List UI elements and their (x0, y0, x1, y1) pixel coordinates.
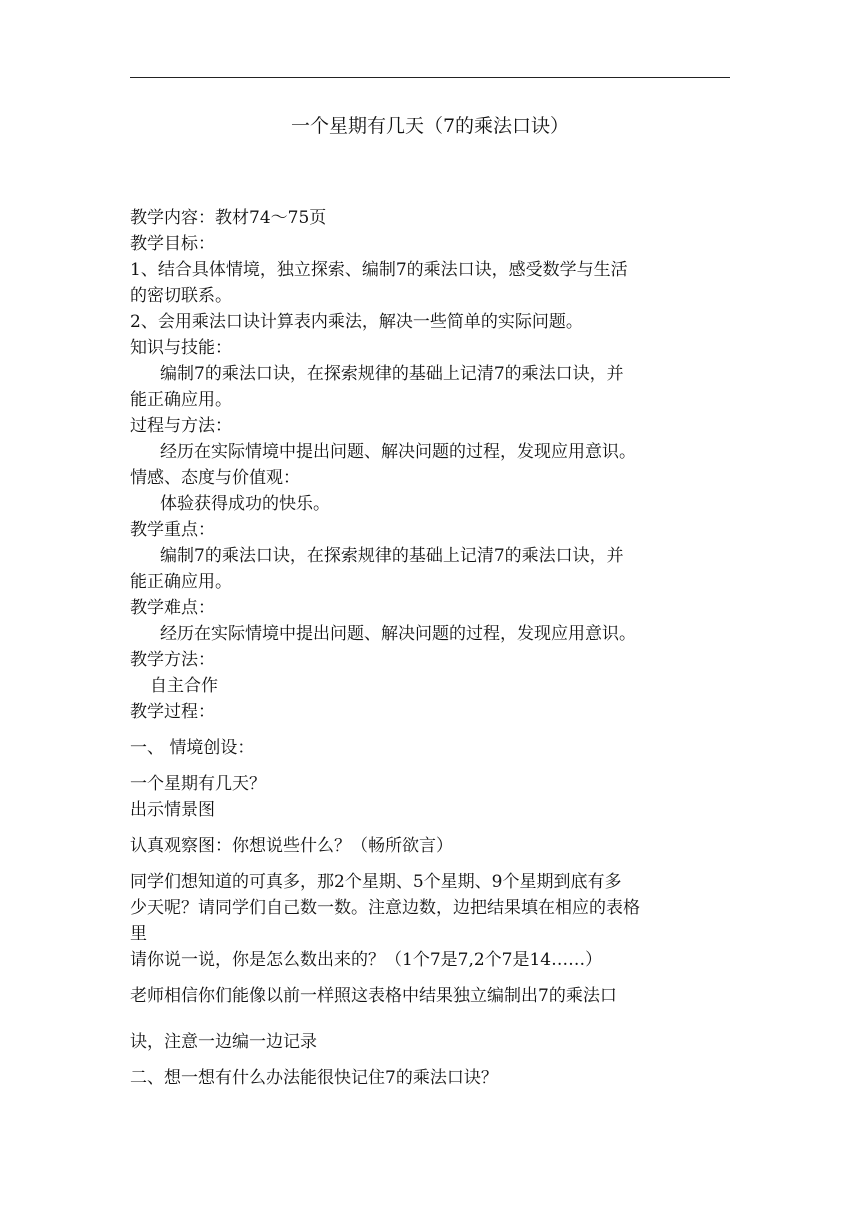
knowledge-skills-line-1: 编制7的乘法口诀，在探索规律的基础上记清7的乘法口诀，并 (160, 364, 624, 384)
key-points-heading: 教学重点： (130, 520, 215, 540)
knowledge-skills-heading: 知识与技能： (130, 338, 232, 358)
process-method-text: 经历在实际情境中提出问题、解决问题的过程，发现应用意识。 (160, 442, 636, 462)
teaching-goals-heading: 教学目标： (130, 234, 215, 254)
process-count-line-3: 里 (130, 924, 147, 944)
process-count-line-1: 同学们想知道的可真多，那2个星期、5个星期、9个星期到底有多 (130, 872, 622, 892)
process-count-line-2: 少天呢？请同学们自己数一数。注意边数，边把结果填在相应的表格 (130, 898, 640, 918)
teaching-method-heading: 教学方法： (130, 650, 215, 670)
knowledge-skills-line-2: 能正确应用。 (130, 390, 232, 410)
key-points-line-1: 编制7的乘法口诀，在探索规律的基础上记清7的乘法口诀，并 (160, 546, 624, 566)
goal-2: 2、会用乘法口诀计算表内乘法，解决一些简单的实际问题。 (130, 312, 583, 332)
section-2-heading: 二、想一想有什么办法能很快记住7的乘法口诀？ (130, 1068, 498, 1088)
process-compile-line-1: 老师相信你们能像以前一样照这表格中结果独立编制出7的乘法口 (130, 986, 617, 1006)
emotion-attitude-heading: 情感、态度与价值观： (130, 468, 300, 488)
teaching-method-text: 自主合作 (150, 676, 218, 696)
process-compile-line-2: 诀，注意一边编一边记录 (130, 1032, 317, 1052)
process-explain: 请你说一说，你是怎么数出来的？（1个7是7,2个7是14……） (130, 950, 603, 970)
process-observe: 认真观察图：你想说些什么？（畅所欲言） (130, 836, 453, 856)
difficult-points-text: 经历在实际情境中提出问题、解决问题的过程，发现应用意识。 (160, 624, 636, 644)
section-1-heading: 一、 情境创设： (130, 738, 255, 758)
key-points-line-2: 能正确应用。 (130, 572, 232, 592)
goal-1-line-2: 的密切联系。 (130, 286, 232, 306)
teaching-content: 教学内容：教材74～75页 (130, 208, 327, 228)
process-question-1: 一个星期有几天？ (130, 774, 266, 794)
goal-1-line-1: 1、结合具体情境，独立探索、编制7的乘法口诀，感受数学与生活 (130, 260, 628, 280)
teaching-process-heading: 教学过程： (130, 702, 215, 722)
process-method-heading: 过程与方法： (130, 416, 232, 436)
document-title: 一个星期有几天（7的乘法口诀） (290, 115, 570, 137)
header-rule (130, 77, 730, 78)
emotion-attitude-text: 体验获得成功的快乐。 (160, 494, 330, 514)
difficult-points-heading: 教学难点： (130, 598, 215, 618)
process-show-image: 出示情景图 (130, 800, 215, 820)
